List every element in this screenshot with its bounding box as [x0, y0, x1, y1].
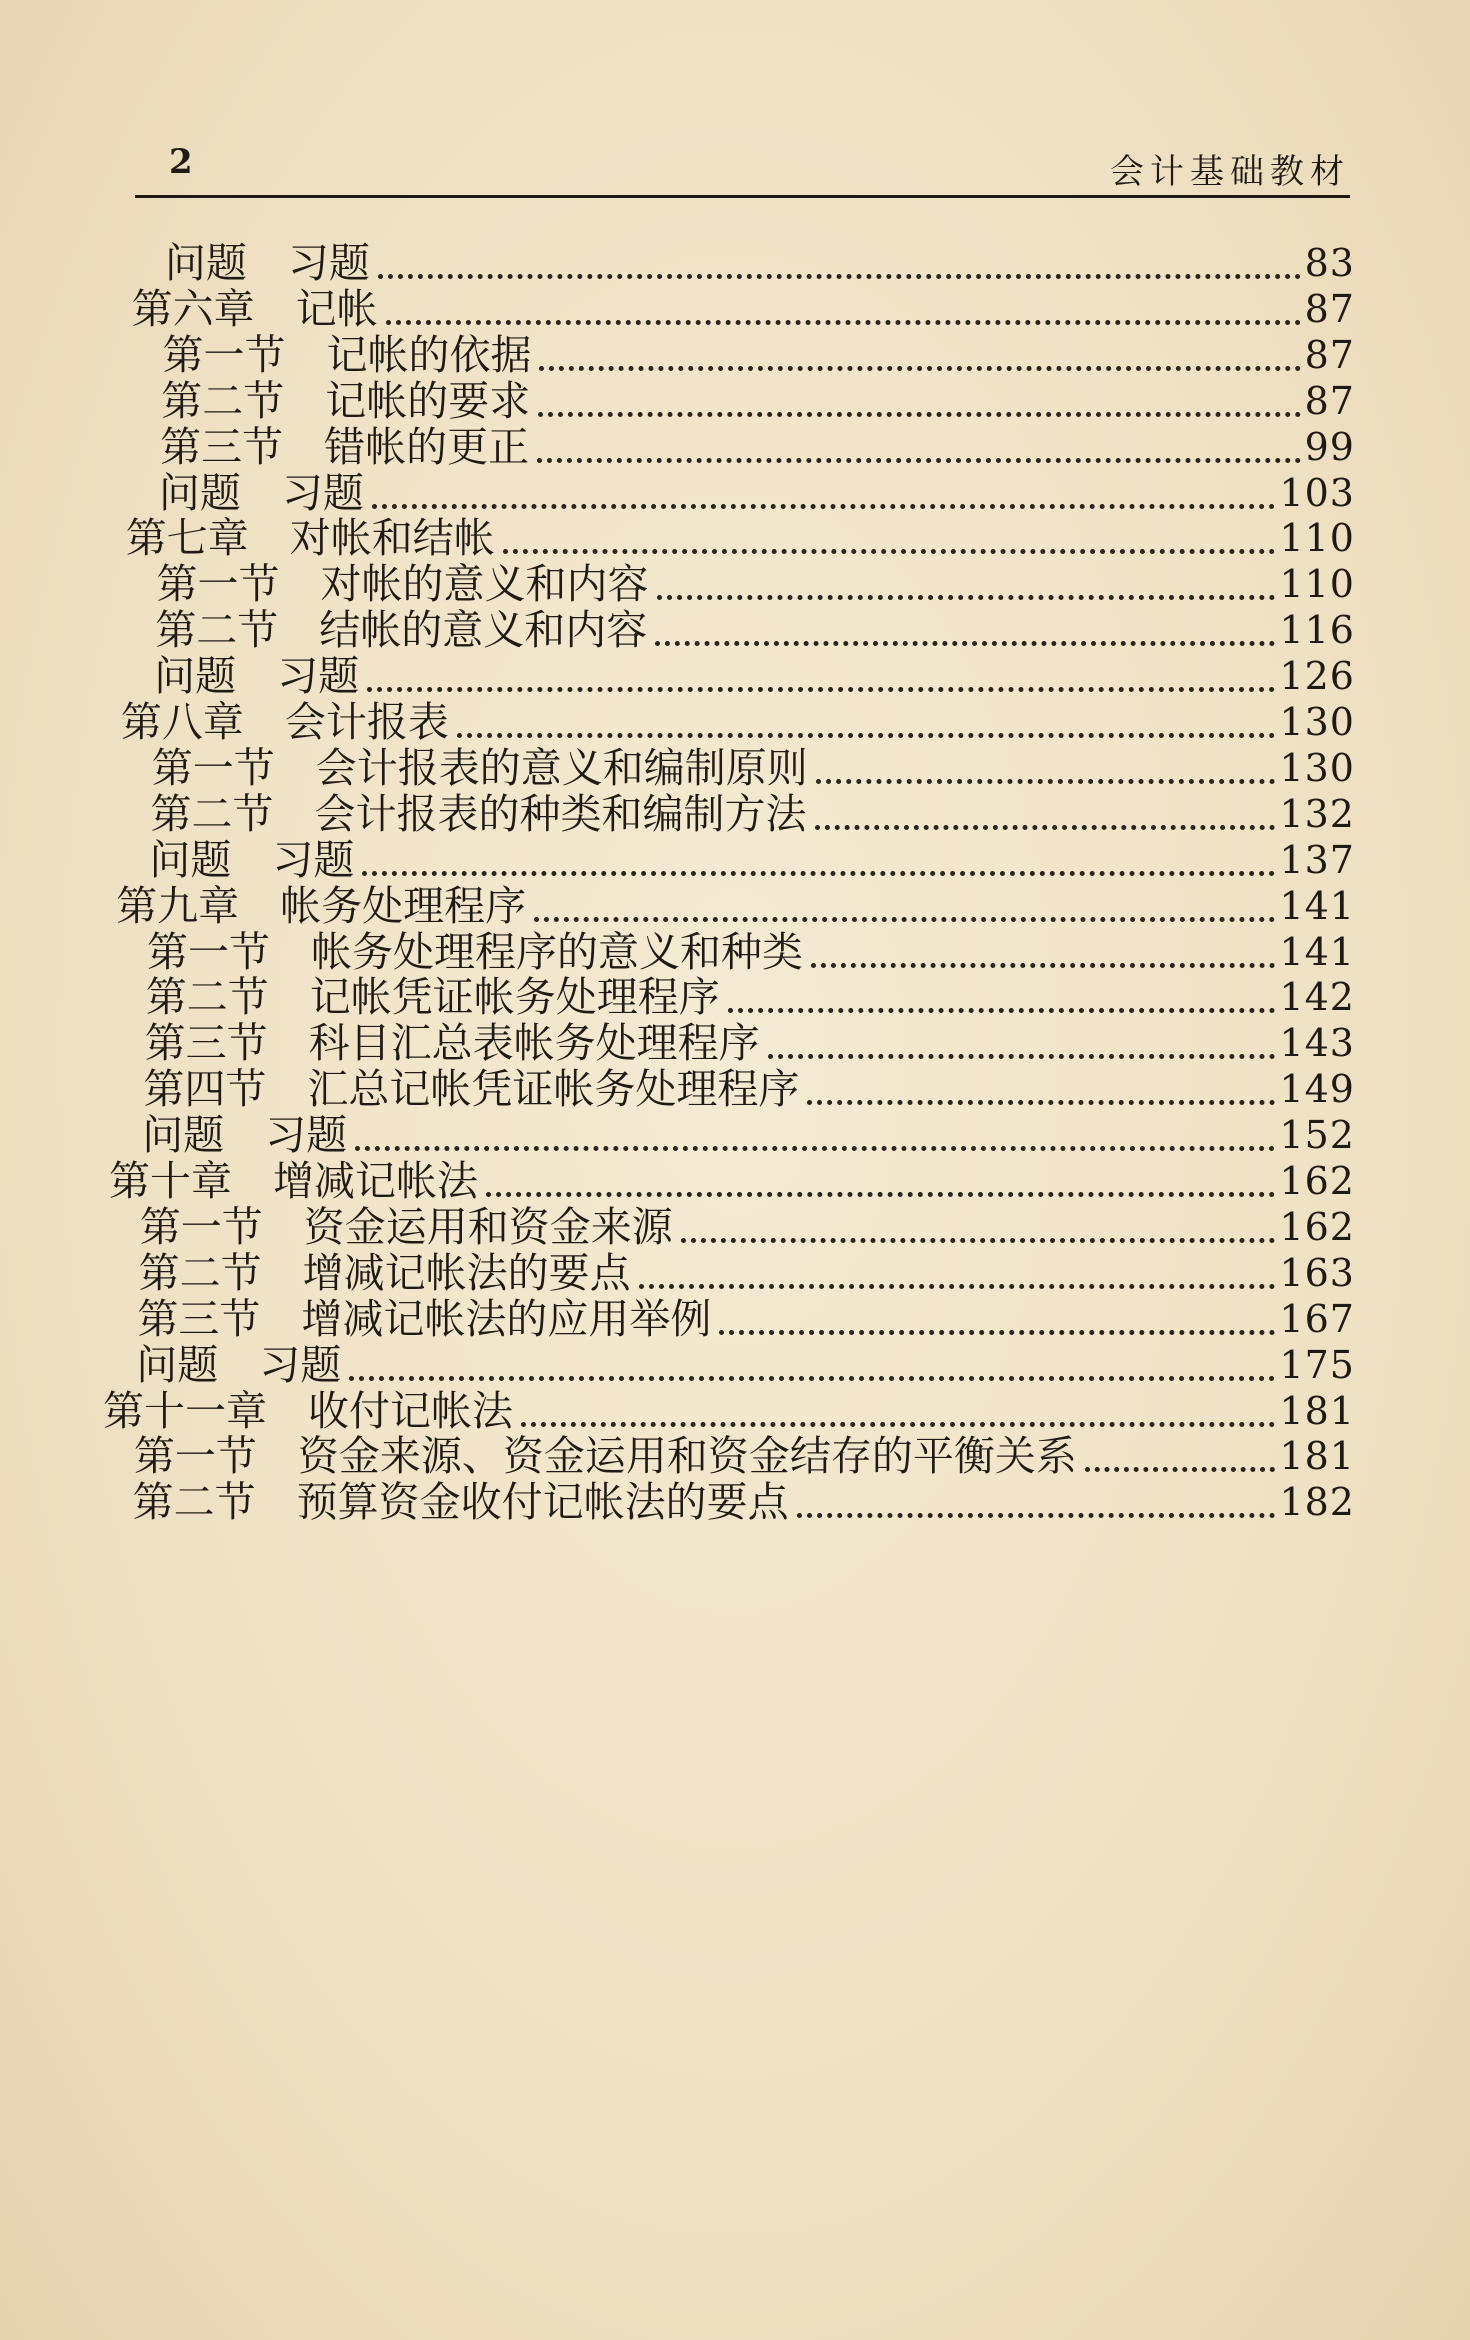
toc-entry-title: 第三节 错帐的更正: [160, 422, 530, 471]
toc-entry-title: 第一节 记帐的依据: [162, 330, 532, 379]
dot-leader: [815, 825, 1276, 830]
dot-leader: [486, 1192, 1275, 1197]
toc-entry-title: 第一节 资金来源、资金运用和资金结存的平衡关系: [133, 1432, 1077, 1481]
toc-entry-title: 问题 习题: [136, 1340, 342, 1389]
toc-page-number: 126: [1279, 654, 1355, 699]
toc-page-number: 149: [1279, 1067, 1355, 1112]
dot-leader: [657, 595, 1276, 600]
header-rule: [135, 195, 1350, 198]
dot-leader: [349, 1376, 1275, 1381]
toc-page-number: 87: [1304, 286, 1355, 331]
toc-section-entry: [133, 1474, 1355, 1530]
dot-leader: [719, 1330, 1275, 1335]
toc-entry-title: 第十一章 收付记帐法: [103, 1386, 514, 1435]
toc-page-number: 99: [1304, 424, 1355, 469]
page-number: 2: [169, 142, 193, 182]
dot-leader: [797, 1513, 1276, 1518]
dot-leader: [372, 504, 1276, 509]
dot-leader: [378, 274, 1301, 279]
toc-entry-title: 第二节 增减记帐法的要点: [138, 1248, 631, 1297]
toc-page-number: 142: [1279, 975, 1355, 1020]
dot-leader: [681, 1238, 1276, 1243]
toc-page-number: 163: [1279, 1250, 1355, 1295]
toc-page-number: 87: [1304, 332, 1355, 377]
toc-entry-title: 第六章 记帐: [131, 284, 378, 333]
toc-page-number: 167: [1279, 1296, 1355, 1341]
toc-entry-title: 第三节 增减记帐法的应用举例: [137, 1294, 712, 1343]
toc-page-number: 132: [1279, 791, 1355, 836]
toc-page-number: 130: [1279, 745, 1355, 790]
book-title: 会计基础教材: [1110, 152, 1350, 192]
dot-leader: [539, 366, 1300, 371]
dot-leader: [521, 1422, 1275, 1427]
dot-leader: [768, 1054, 1276, 1059]
toc-entry-title: 第二节 记帐的要求: [161, 376, 531, 425]
dot-leader: [728, 1008, 1276, 1013]
dot-leader: [537, 458, 1301, 463]
toc-page-number: 137: [1279, 837, 1355, 882]
toc-entry-title: 第九章 帐务处理程序: [116, 881, 527, 930]
toc-page-number: 162: [1279, 1204, 1355, 1249]
dot-leader: [538, 412, 1300, 417]
dot-leader: [457, 733, 1276, 738]
dot-leader: [639, 1284, 1276, 1289]
dot-leader: [816, 779, 1276, 784]
toc-entry-title: 第十章 增减记帐法: [109, 1157, 478, 1205]
toc-page-number: 182: [1279, 1480, 1355, 1525]
toc-page-number: 175: [1279, 1342, 1355, 1387]
dot-leader: [811, 963, 1275, 968]
toc-page-number: 162: [1279, 1159, 1355, 1203]
toc-page-number: 83: [1304, 241, 1355, 285]
toc-entry-title: 问题 习题: [142, 1111, 348, 1160]
dot-leader: [367, 687, 1275, 692]
toc-page-number: 141: [1279, 929, 1355, 974]
toc-entry-title: 问题 习题: [158, 468, 364, 517]
dot-leader: [534, 917, 1275, 922]
toc-page-number: 152: [1279, 1113, 1355, 1158]
dot-leader: [655, 641, 1275, 646]
toc-page-number: 130: [1279, 700, 1355, 744]
toc-page-number: 141: [1279, 883, 1355, 928]
toc-entry-title: 第八章 会计报表: [120, 698, 449, 746]
toc-entry-title: 第二节 预算资金收付记帐法的要点: [132, 1478, 789, 1527]
toc-entry-title: 问题 习题: [149, 835, 355, 884]
dot-leader: [807, 1100, 1275, 1105]
toc-entry-title: 第一节 资金运用和资金来源: [139, 1202, 673, 1251]
running-header: [165, 140, 1350, 200]
toc-entry-title: 第一节 帐务处理程序的意义和种类: [146, 927, 803, 976]
toc-page-number: 143: [1279, 1021, 1355, 1066]
toc-page-number: 103: [1279, 470, 1355, 515]
toc-entry-title: 问题 习题: [164, 239, 370, 287]
toc-entry-title: 第二节 记帐凭证帐务处理程序: [145, 973, 720, 1022]
toc-page-number: 110: [1279, 516, 1355, 561]
toc-entry-title: 问题 习题: [154, 652, 360, 701]
toc-page-number: 110: [1279, 562, 1355, 607]
toc-page-number: 181: [1279, 1434, 1355, 1479]
toc-entry-title: 第二节 结帐的意义和内容: [155, 606, 648, 655]
toc-page-number: 87: [1304, 378, 1355, 423]
toc-entry-title: 第一节 会计报表的意义和编制原则: [151, 743, 808, 792]
dot-leader: [386, 320, 1301, 325]
dot-leader: [362, 871, 1275, 876]
toc-entry-title: 第四节 汇总记帐凭证帐务处理程序: [143, 1065, 800, 1114]
dot-leader: [355, 1146, 1275, 1151]
toc-page-number: 181: [1279, 1388, 1355, 1433]
dot-leader: [503, 549, 1276, 554]
toc-entry-title: 第三节 科目汇总表帐务处理程序: [144, 1019, 760, 1068]
toc-entry-title: 第七章 对帐和结帐: [125, 514, 495, 563]
toc-entry-title: 第一节 对帐的意义和内容: [156, 560, 649, 609]
toc-page-number: 116: [1279, 608, 1355, 653]
dot-leader: [1085, 1467, 1276, 1472]
toc-entry-title: 第二节 会计报表的种类和编制方法: [150, 789, 807, 838]
